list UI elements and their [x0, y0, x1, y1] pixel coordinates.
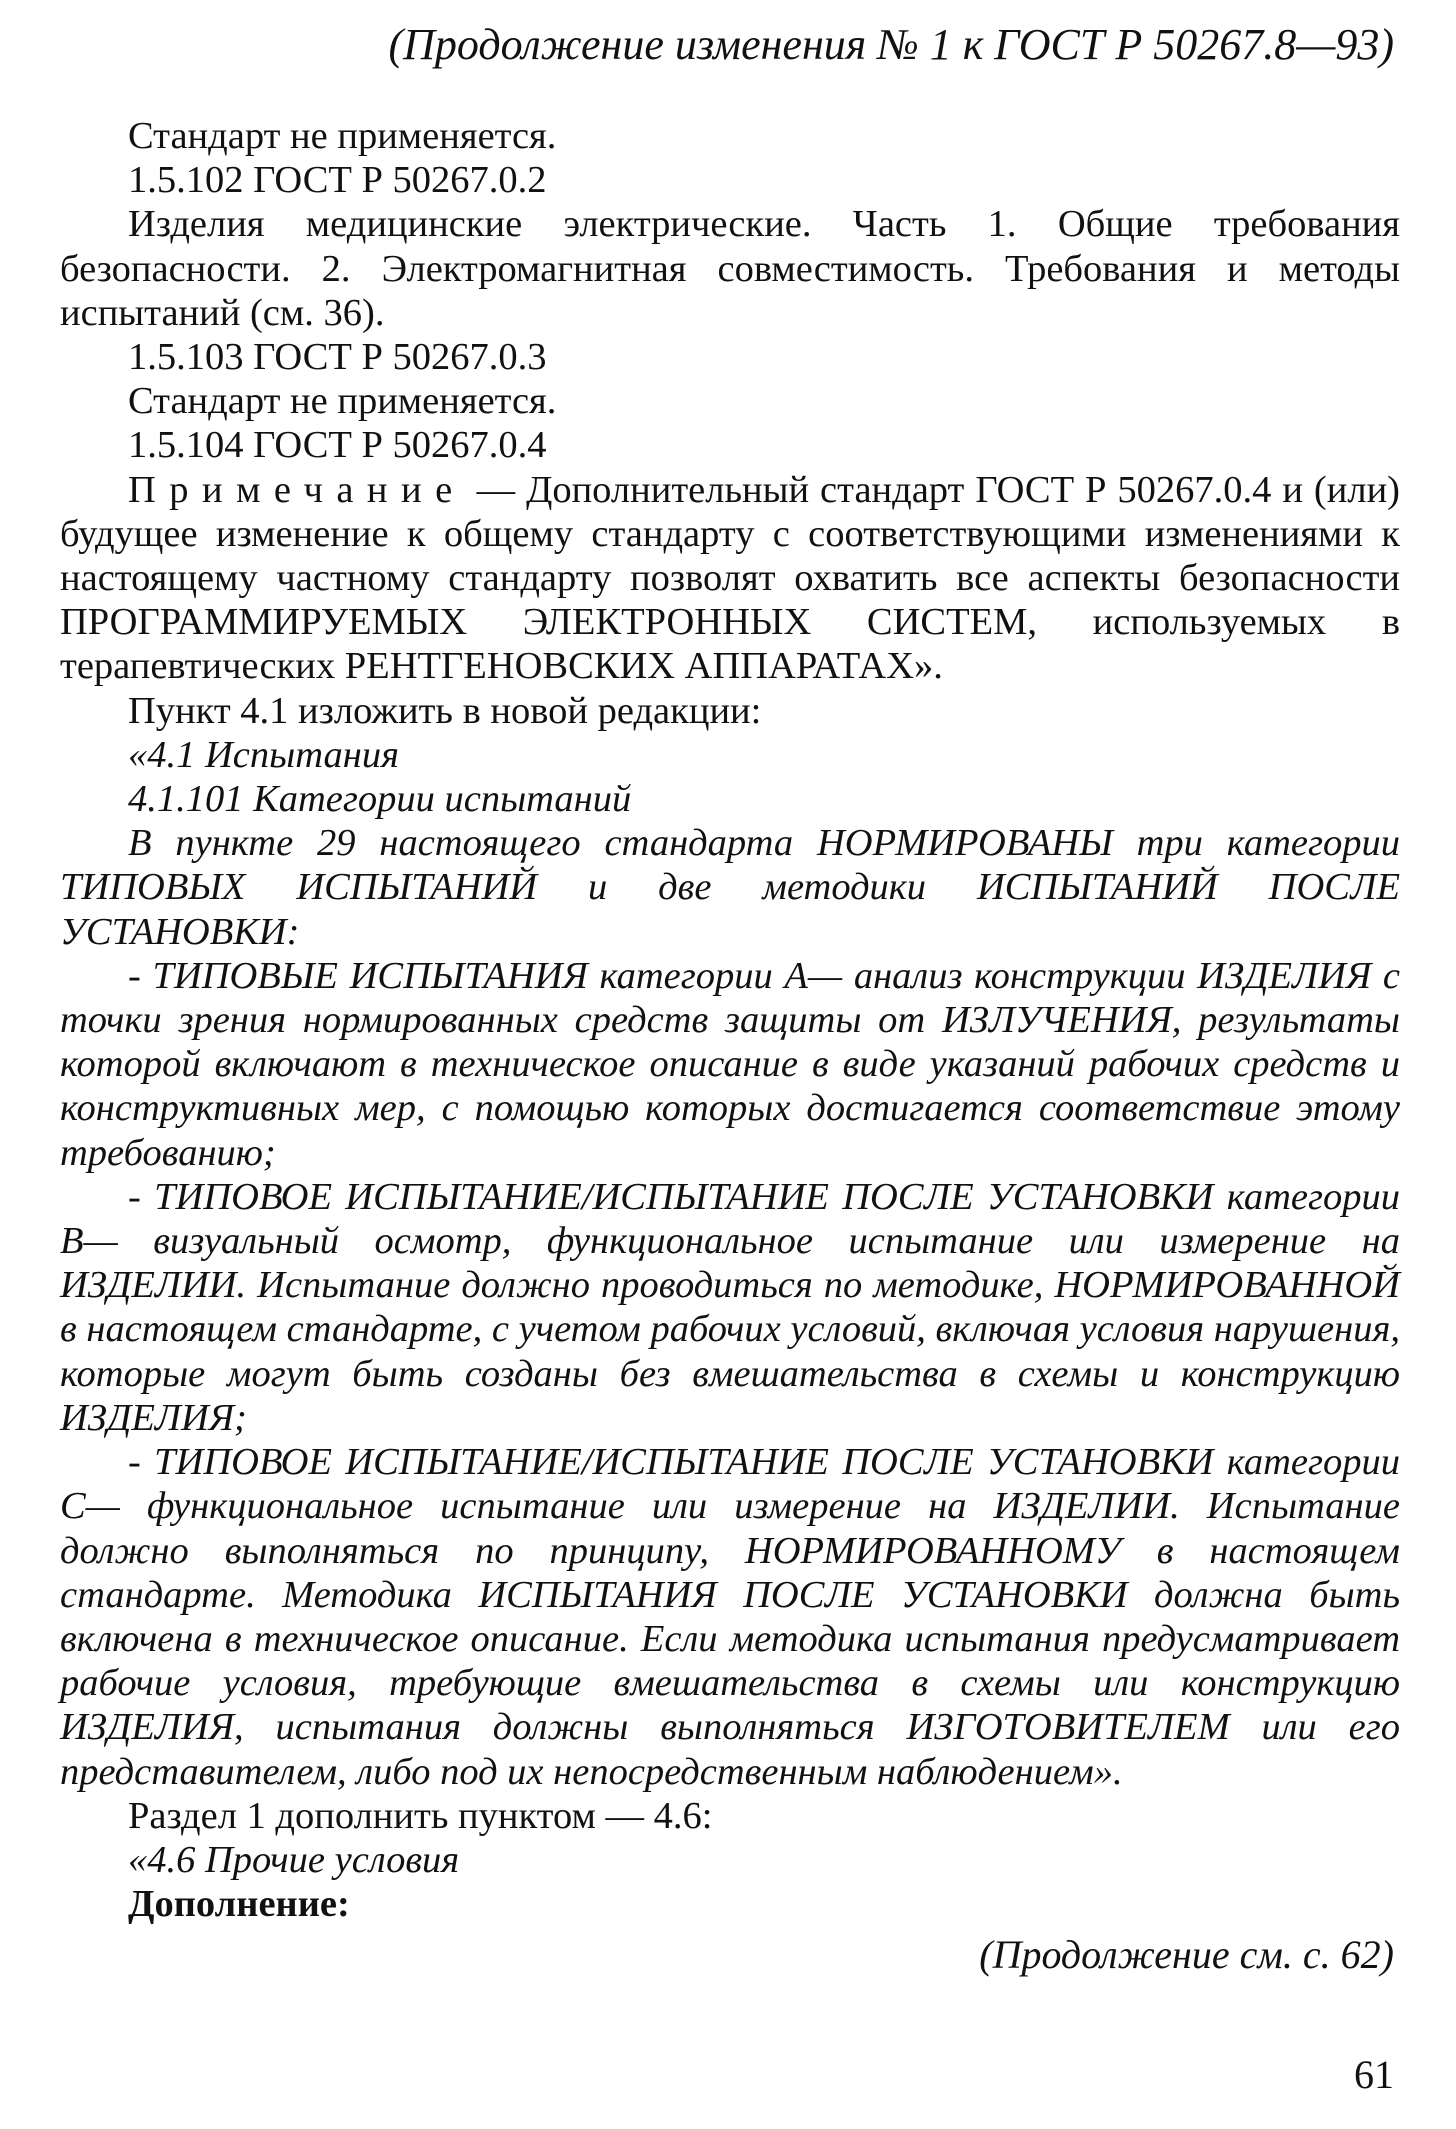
list-item: - ТИПОВОЕ ИСПЫТАНИЕ/ИСПЫТАНИЕ ПОСЛЕ УСТАНОВКИ категории В— визуальный осмотр, функциональное испытание или измерение на ИЗДЕЛИИ. Испытание должно проводиться по методике, НОРМИРОВАННОЙ в настоящем стандарте, с учетом рабочих условий, включая условия нарушения, которые могут быть созданы без вмешательства в схемы и конструкцию ИЗДЕЛИЯ;: [60, 1175, 1400, 1439]
page-header: (Продолжение изменения № 1 к ГОСТ Р 50267.8—93): [388, 20, 1394, 69]
paragraph: Изделия медицинские электрические. Часть 1. Общие требования безопасности. 2. Электромагнитная совместимость. Требования и методы испытаний (см. 36).: [60, 203, 1400, 334]
section-reference: 1.5.102 ГОСТ Р 50267.0.2: [128, 159, 547, 202]
list-item: - ТИПОВЫЕ ИСПЫТАНИЯ категории А— анализ конструкции ИЗДЕЛИЯ с точки зрения нормированных средств защиты от ИЗЛУЧЕНИЯ, результаты которой включают в техническое описание в виде указаний рабочих средств и конструктивных мер, с помощью которых достигается соответствие этому требованию;: [60, 954, 1400, 1174]
addition-label: Дополнение:: [128, 1883, 350, 1926]
paragraph: Стандарт не применяется.: [128, 380, 557, 423]
paragraph: В пункте 29 настоящего стандарта НОРМИРОВАНЫ три категории ТИПОВЫХ ИСПЫТАНИЙ и две методики ИСПЫТАНИЙ ПОСЛЕ УСТАНОВКИ:: [60, 822, 1400, 953]
subsection-heading: 4.1.101 Категории испытаний: [128, 778, 632, 821]
list-item: - ТИПОВОЕ ИСПЫТАНИЕ/ИСПЫТАНИЕ ПОСЛЕ УСТАНОВКИ категории С— функциональное испытание или измерение на ИЗДЕЛИИ. Испытание должно выполняться по принципу, НОРМИРОВАННОМУ в настоящем стандарте. Методика ИСПЫТАНИЯ ПОСЛЕ УСТАНОВКИ должна быть включена в техническое описание. Если методика испытания предусматривает рабочие условия, требующие вмешательства в схемы или конструкцию ИЗДЕЛИЯ, испытания должны выполняться ИЗГОТОВИТЕЛЕМ или его представителем, либо под их непосредственным наблюдением».: [60, 1441, 1400, 1793]
note-label: Примечание: [128, 468, 466, 511]
paragraph: Пункт 4.1 изложить в новой редакции:: [128, 689, 762, 732]
section-heading: «4.1 Испытания: [128, 733, 399, 776]
document-body: [60, 114, 1400, 1926]
continuation-note: (Продолжение см. с. 62): [979, 1932, 1394, 1977]
section-reference: 1.5.103 ГОСТ Р 50267.0.3: [128, 336, 547, 379]
section-reference: 1.5.104 ГОСТ Р 50267.0.4: [128, 424, 547, 467]
page-number: 61: [1354, 2052, 1394, 2097]
section-heading: «4.6 Прочие условия: [128, 1838, 460, 1881]
note-text: — Дополнительный стандарт ГОСТ Р 50267.0.4 и (или) будущее изменение к общему стандарту с соответствующими изменениями к настоящему частному стандарту позволят охватить все аспекты безопасности ПРОГРАММИРУЕМЫХ ЭЛЕКТРОННЫХ СИСТЕМ, используемых в терапевтических РЕНТГЕНОВСКИХ АППАРАТАХ».: [60, 468, 1400, 688]
paragraph: Стандарт не применяется.: [128, 115, 557, 157]
paragraph: Раздел 1 дополнить пунктом — 4.6:: [128, 1794, 713, 1837]
note-paragraph: [60, 468, 1400, 689]
